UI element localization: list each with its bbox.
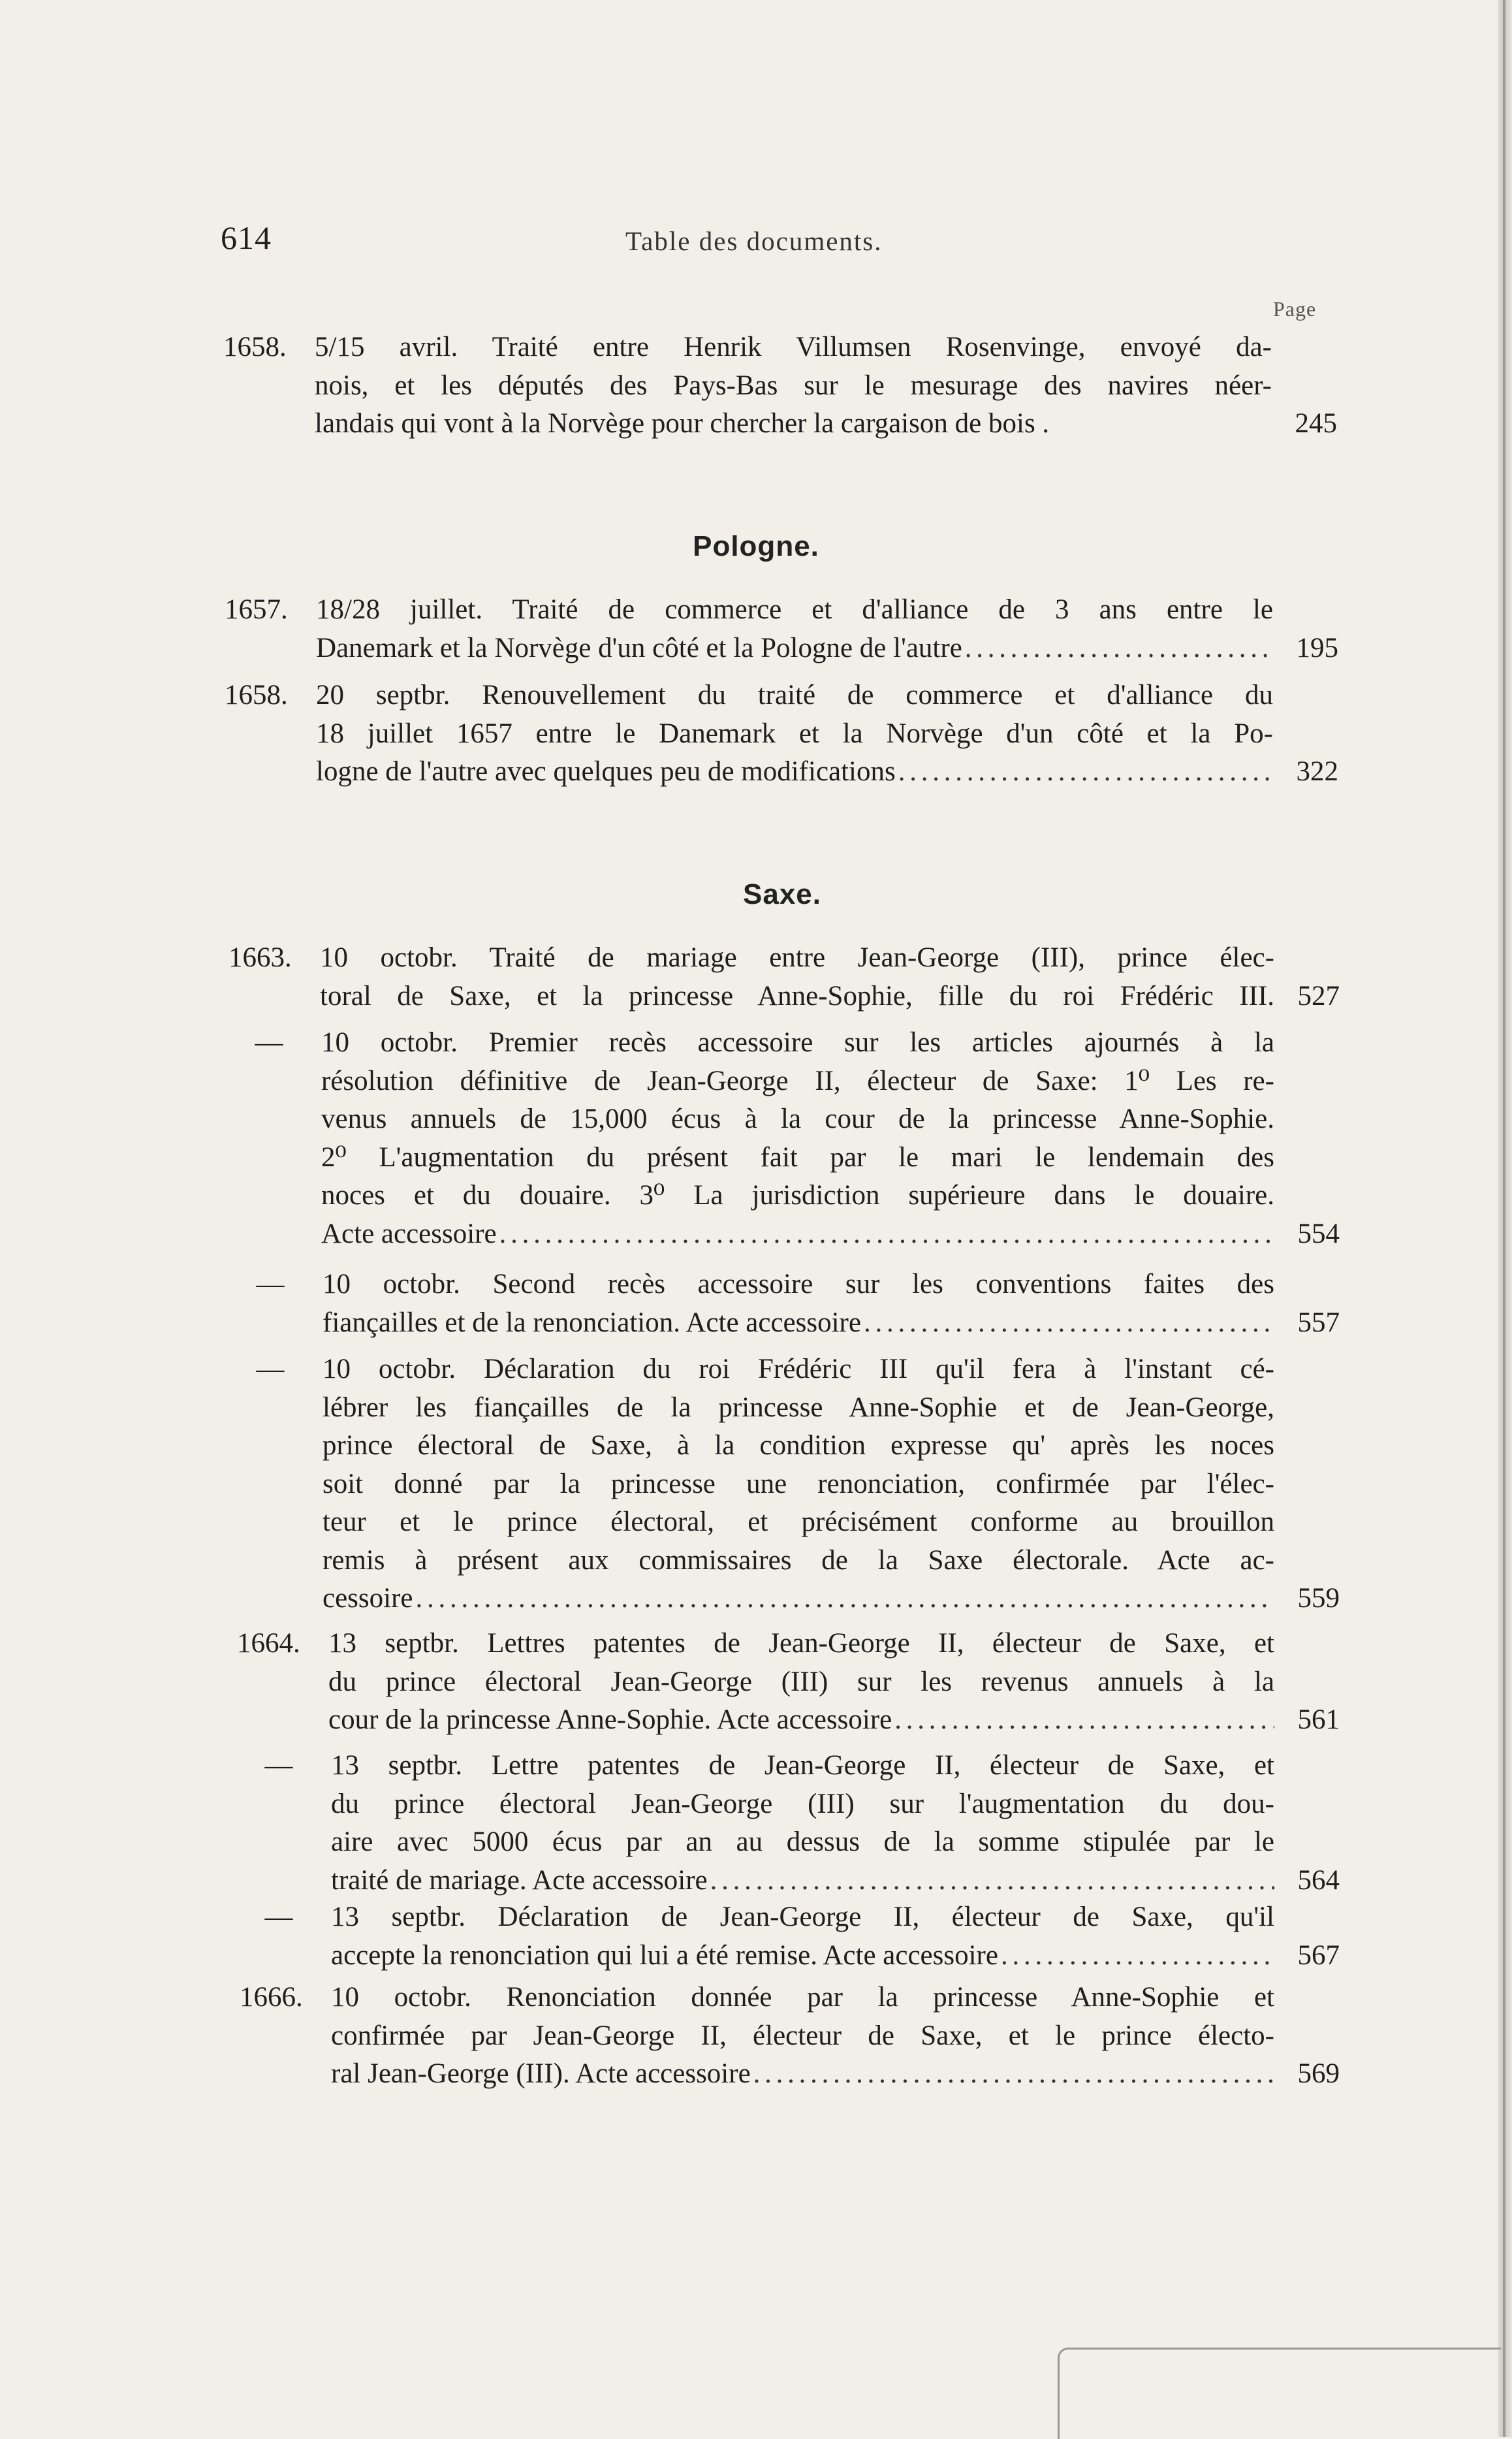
document-entry [225,591,1338,667]
entry-line: venus annuels de 15,000 écus à la cour de la princesse Anne-Sophie. [321,1104,1274,1134]
dot-leader [894,1701,1274,1740]
document-entry [264,1898,1340,1975]
document-entry [256,1350,1340,1618]
entry-line: accepte la renonciation qui lui a été remise. Acte accessoire . . . [331,1937,1274,1975]
entry-line: du prince électoral Jean-George (III) sur les revenus annuels à la [328,1666,1274,1697]
dot-leader [499,1215,1274,1254]
entry-page-number: 567 [1297,1939,1340,1971]
dot-leader [416,1580,1275,1618]
entry-line: 10 octobr. Déclaration du roi Frédéric III qu'il fera à l'instant cé- [323,1354,1274,1384]
entry-year: 1658. [225,680,288,710]
section-title: Saxe. [743,878,821,910]
dot-leader [1001,1937,1274,1975]
dot-leader [898,753,1273,791]
entry-line: 20 septbr. Renouvellement du traité de commerce et d'alliance du [316,680,1273,710]
entry-line: confirmée par Jean-George II, électeur de Saxe, et le prince électo- [331,2020,1274,2051]
entry-page-number: 559 [1297,1583,1340,1614]
entry-page-number: 195 [1296,632,1338,663]
document-entry [223,328,1337,443]
entry-line: logne de l'autre avec quelques peu de modifications . . . [316,753,1273,791]
entry-page-number: 245 [1295,408,1337,439]
entry-page-number: 527 [1297,980,1340,1012]
entry-line: du prince électoral Jean-George (III) sur l'augmentation du dou- [331,1788,1274,1819]
page-edge-line [1503,0,1505,2437]
entry-year: 1663. [228,942,292,973]
entry-line: ral Jean-George (III). Acte accessoire . . . [331,2055,1274,2094]
entry-line: 10 octobr. Second recès accessoire sur les conventions faites des [323,1269,1274,1299]
page-header [221,219,1337,264]
document-entry [228,939,1340,1015]
document-entry [255,1024,1340,1253]
document-entry [237,1625,1340,1740]
entry-line: lébrer les fiançailles de la princesse Anne-Sophie et de Jean-George, [323,1392,1274,1423]
entry-dash: — [264,1750,293,1781]
entry-line: 18/28 juillet. Traité de commerce et d'alliance de 3 ans entre le [316,594,1273,625]
entry-line: aire avec 5000 écus par an au dessus de la somme stipulée par le [331,1826,1274,1857]
entry-dash: — [256,1354,285,1384]
entry-line: traité de mariage. Acte accessoire . . . [331,1862,1274,1900]
document-entry [240,1979,1340,2094]
entry-line: résolution définitive de Jean-George II, électeur de Saxe: 1⁰ Les re- [321,1065,1274,1096]
entry-page-number: 554 [1297,1218,1340,1249]
entry-line: remis à présent aux commissaires de la Saxe électorale. Acte ac- [323,1544,1274,1576]
entry-line: nois, et les députés des Pays-Bas sur le mesurage des navires néer- [315,370,1272,401]
entry-line: noces et du douaire. 3⁰ La jurisdiction supérieure dans le douaire. [321,1180,1274,1211]
entry-page-number: 322 [1296,756,1338,787]
entry-line: teur et le prince électoral, et précisément conforme au brouillon [323,1506,1274,1537]
entry-line: landais qui vont à la Norvège pour chercher la cargaison de bois . [315,408,1050,439]
entry-line: fiançailles et de la renonciation. Acte accessoire . . . [323,1304,1274,1343]
entry-page-number: 557 [1297,1307,1340,1338]
entry-line: 2⁰ L'augmentation du présent fait par le mari le lendemain des [321,1141,1274,1173]
page-number: 614 [221,219,272,256]
entry-page-number: 569 [1297,2058,1340,2089]
entry-line: soit donné par la princesse une renonciation, confirmée par l'élec- [323,1468,1274,1499]
entry-dash: — [255,1027,283,1058]
entry-line: cessoire . . . [323,1580,1274,1618]
entry-line: prince électoral de Saxe, à la condition expresse qu' après les noces [323,1430,1274,1461]
entry-page-number: 561 [1297,1704,1340,1735]
document-entry [256,1266,1340,1342]
page-column-label: Page [1273,297,1317,321]
document-entry [264,1747,1340,1900]
entry-line: toral de Saxe, et la princesse Anne-Sophie, fille du roi Frédéric III. [320,980,1274,1012]
entry-page-number: 564 [1297,1864,1340,1896]
entry-year: 1664. [237,1628,300,1659]
dot-leader [753,2055,1274,2094]
entry-dash: — [256,1269,285,1299]
entry-line: 5/15 avril. Traité entre Henrik Villumsen Rosenvinge, envoyé da- [315,332,1272,362]
entry-year: 1657. [225,594,288,625]
entry-year: 1658. [223,332,287,362]
section-title: Pologne. [693,530,819,562]
entry-line: 18 juillet 1657 entre le Danemark et la Norvège d'un côté et la Po- [316,718,1273,749]
entry-year: 1666. [240,1982,303,2013]
entry-line: Danemark et la Norvège d'un côté et la Pologne de l'autre . . . [316,630,1273,668]
entry-line: 10 octobr. Renonciation donnée par la princesse Anne-Sophie et [331,1982,1274,2013]
dot-leader [864,1304,1274,1343]
entry-line: 10 octobr. Premier recès accessoire sur les articles ajournés à la [321,1027,1274,1058]
entry-dash: — [264,1902,293,1932]
document-entry [225,677,1338,791]
entry-line: 10 octobr. Traité de mariage entre Jean-George (III), prince élec- [320,942,1274,973]
entry-line: 13 septbr. Lettres patentes de Jean-George II, électeur de Saxe, et [328,1628,1274,1659]
entry-line: 13 septbr. Déclaration de Jean-George II, électeur de Saxe, qu'il [331,1902,1274,1932]
entry-line: cour de la princesse Anne-Sophie. Acte accessoire . . . [328,1701,1274,1740]
corner-mark [1058,2348,1501,2439]
running-title: Table des documents. [625,226,883,256]
entry-line: Acte accessoire . . . [321,1215,1274,1254]
dot-leader [710,1862,1274,1900]
entry-line: 13 septbr. Lettre patentes de Jean-George II, électeur de Saxe, et [331,1750,1274,1781]
dot-leader [965,630,1273,668]
